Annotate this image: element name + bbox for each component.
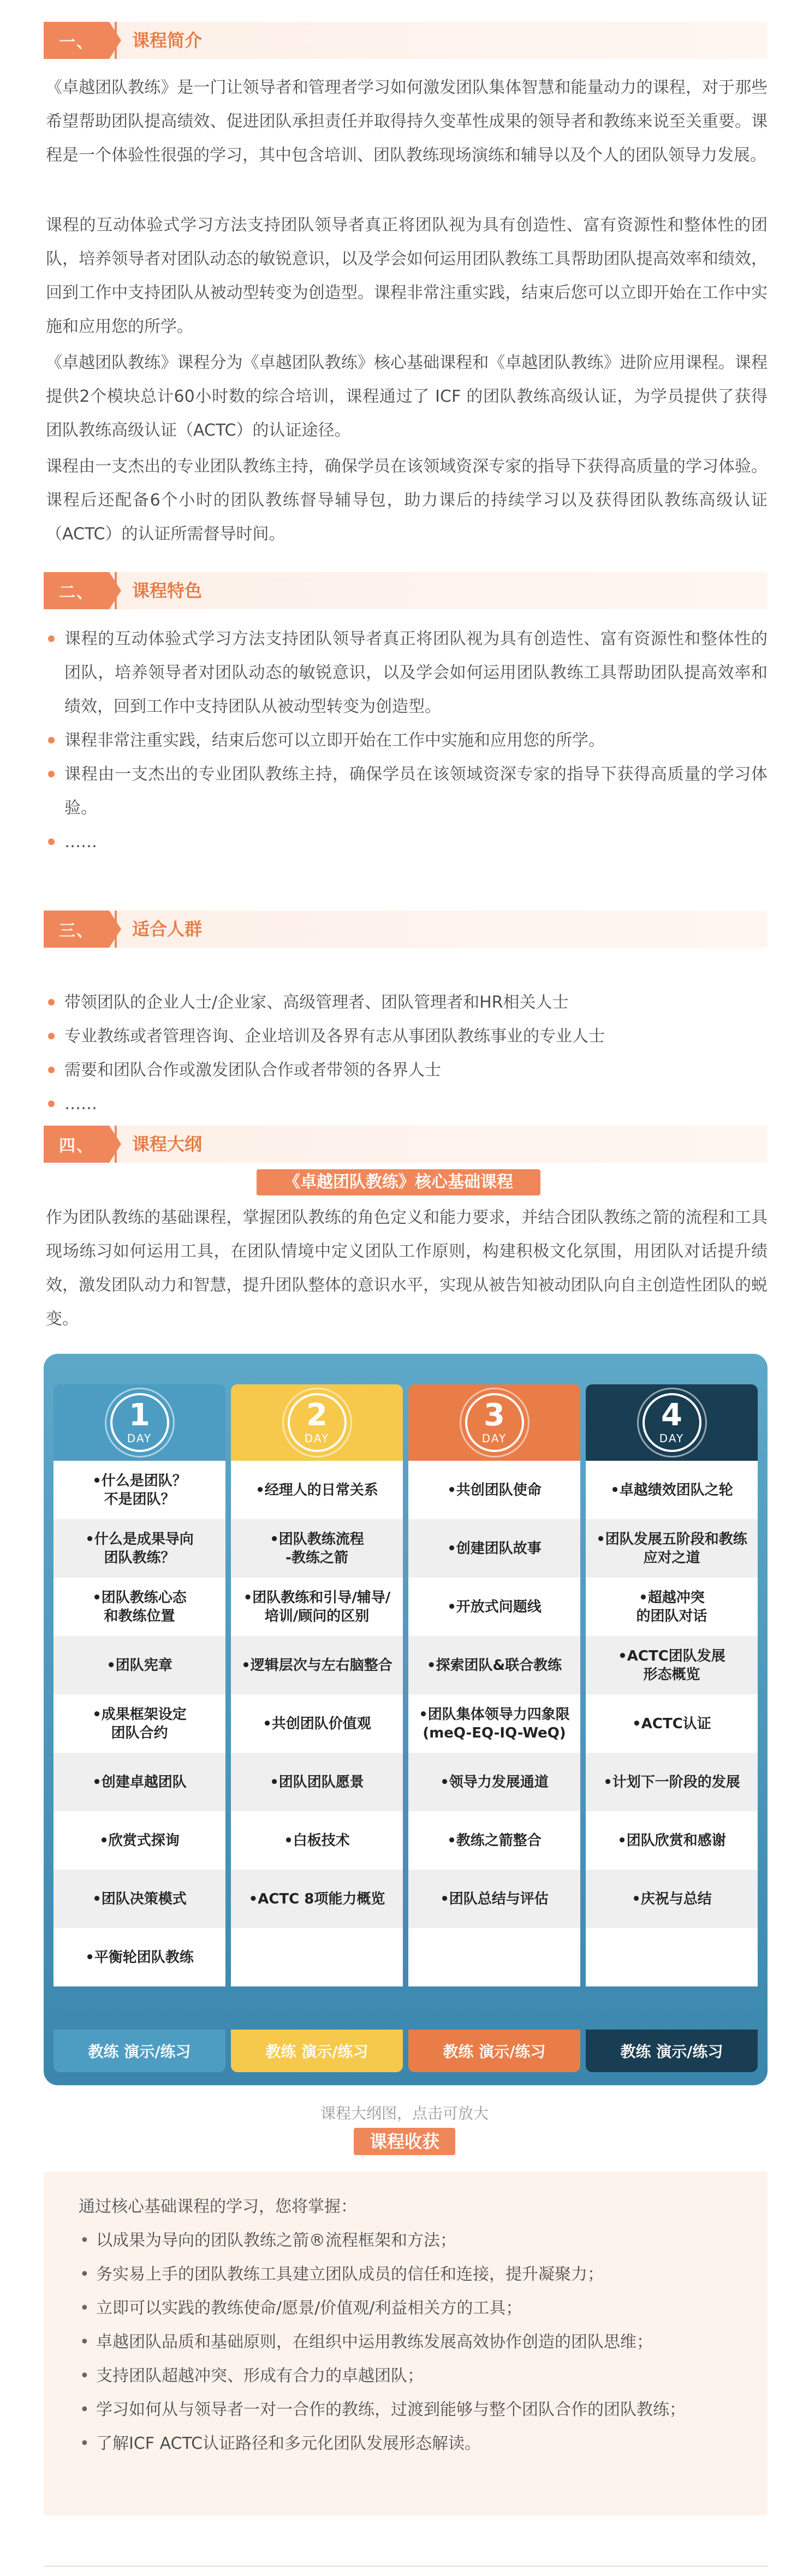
topic-cell: •白板技术: [231, 1811, 403, 1870]
topic-cell: •探索团队&联合教练: [408, 1636, 580, 1694]
section-number: 三、: [44, 911, 109, 948]
day-header: [231, 1384, 403, 1461]
topic-cell: •欣赏式探询: [53, 1811, 225, 1870]
topic-cell: [231, 1928, 403, 1986]
day-badge: [110, 1393, 169, 1452]
topic-cell: [586, 1928, 758, 1986]
day-column-1: [53, 1384, 225, 2072]
day-number: 4: [661, 1397, 682, 1433]
topic-cell: •团队教练心态 和教练位置: [53, 1578, 225, 1636]
topic-cell: •成果框架设定 团队合约: [53, 1694, 225, 1753]
syllabus-description: 作为团队教练的基础课程，掌握团队教练的角色定义和能力要求，并结合团队教练之箭的流程和工具现场练习如何运用工具，在团队情境中定义团队工作原则，构建积极文化氛围，用团队对话提升绩效，激发团队动力和智慧，提升团队整体的意识水平，实现从被告知被动团队向自主创造性团队的蜕变。: [46, 1208, 768, 1329]
day-footer: 教练 演示/练习: [586, 2030, 758, 2072]
section-header-syllabus: [44, 1126, 768, 1163]
topic-cell: •团队集体领导力四象限 (meQ-EQ-IQ-WeQ): [408, 1694, 580, 1753]
day-topics: [586, 1461, 758, 2030]
section-title: 课程特色: [115, 572, 202, 609]
topic-cell: •共创团队价值观: [231, 1694, 403, 1753]
syllabus-caption: 课程大纲图，点击可放大: [320, 2104, 489, 2122]
topic-cell: •团队欣赏和感谢: [586, 1811, 758, 1870]
list-item: 课程非常注重实践，结束后您可以立即开始在工作中实施和应用您的所学。: [46, 724, 768, 758]
section-title: 适合人群: [115, 911, 202, 948]
topic-cell: •什么是成果导向 团队教练？: [53, 1519, 225, 1578]
list-item: ……: [46, 825, 768, 859]
topic-cell: •计划下一阶段的发展: [586, 1753, 758, 1811]
section-header-intro: [44, 22, 768, 59]
day-column-3: [408, 1384, 580, 2072]
list-item: • 学习如何从与领导者一对一合作的教练，过渡到能够与整个团队合作的团队教练；: [79, 2393, 739, 2427]
intro-paragraph: 课程的互动体验式学习方法支持团队领导者真正将团队视为具有创造性、富有资源性和整体性的团队，培养领导者对团队动态的敏锐意识，以及学会如何运用团队教练工具帮助团队提高效率和绩效，回到工作中支持团队从被动型转变为创造型。课程非常注重实践，结束后您可以立即开始在工作中实施和应用您的所学。: [46, 216, 768, 336]
list-item: • 了解ICF ACTC认证路径和多元化团队发展形态解读。: [79, 2427, 739, 2461]
section-title: 课程大纲: [115, 1126, 202, 1163]
topic-cell: •开放式问题线: [408, 1578, 580, 1636]
list-item: 专业教练或者管理咨询、企业培训及各界有志从事团队教练事业的专业人士: [46, 1020, 768, 1054]
day-header: [53, 1384, 225, 1461]
topic-cell: •ACTC认证: [586, 1694, 758, 1753]
topic-cell: •ACTC团队发展 形态概览: [586, 1636, 758, 1694]
day-footer: 教练 演示/练习: [53, 2030, 225, 2072]
topic-cell: •创建团队故事: [408, 1519, 580, 1578]
topic-cell: •团队教练和引导/辅导/ 培训/顾问的区别: [231, 1578, 403, 1636]
day-label: DAY: [481, 1432, 507, 1445]
intro-paragraph: 课程由一支杰出的专业团队教练主持，确保学员在该领域资深专家的指导下获得高质量的学习体验。课程后还配备6个小时的团队教练督导辅导包，助力课后的持续学习以及获得团队教练高级认证（ACTC）的认证所需督导时间。: [46, 457, 768, 544]
topic-cell: •团队发展五阶段和教练 应对之道: [586, 1519, 758, 1578]
topic-cell: •团队总结与评估: [408, 1870, 580, 1928]
day-footer: 教练 演示/练习: [231, 2030, 403, 2072]
day-label: DAY: [304, 1432, 330, 1445]
topic-cell: •团队团队愿景: [231, 1753, 403, 1811]
features-list: [46, 622, 768, 859]
topic-cell: •团队宪章: [53, 1636, 225, 1694]
core-course-tag: 《卓越团队教练》核心基础课程: [257, 1169, 540, 1195]
day-header: [408, 1384, 580, 1461]
list-item: • 以成果为导向的团队教练之箭®流程框架和方法；: [79, 2224, 739, 2258]
topic-cell: •团队教练流程 -教练之箭: [231, 1519, 403, 1578]
divider: [44, 2566, 768, 2567]
harvest-intro: 通过核心基础课程的学习，您将掌握：: [79, 2197, 357, 2216]
day-badge: [465, 1393, 524, 1452]
list-item: 带领团队的企业人士/企业家、高级管理者、团队管理者和HR相关人士: [46, 986, 768, 1020]
harvest-tag: 课程收获: [354, 2128, 455, 2155]
section-header-audience: [44, 911, 768, 948]
day-column-4: [586, 1384, 758, 2072]
day-badge: [643, 1393, 701, 1452]
list-item: • 立即可以实践的教练使命/愿景/价值观/利益相关方的工具；: [79, 2292, 739, 2325]
audience-list: [46, 986, 768, 1121]
list-item: • 务实易上手的团队教练工具建立团队成员的信任和连接，提升凝聚力；: [79, 2258, 739, 2292]
topic-cell: •ACTC 8项能力概览: [231, 1870, 403, 1928]
list-item: • 卓越团队品质和基础原则，在组织中运用教练发展高效协作创造的团队思维；: [79, 2325, 739, 2359]
day-number: 2: [306, 1397, 328, 1433]
section-number: 四、: [44, 1126, 109, 1163]
section-header-features: [44, 572, 768, 609]
day-topics: [231, 1461, 403, 2030]
day-topics: [53, 1461, 225, 2030]
topic-cell: •领导力发展通道: [408, 1753, 580, 1811]
topic-cell: •庆祝与总结: [586, 1870, 758, 1928]
day-footer: 教练 演示/练习: [408, 2030, 580, 2072]
topic-cell: •经理人的日常关系: [231, 1461, 403, 1519]
list-item: • 支持团队超越冲突、形成有合力的卓越团队；: [79, 2359, 739, 2393]
day-number: 1: [129, 1397, 150, 1433]
topic-cell: •创建卓越团队: [53, 1753, 225, 1811]
day-topics: [408, 1461, 580, 2030]
list-item: 课程由一支杰出的专业团队教练主持，确保学员在该领域资深专家的指导下获得高质量的学习体验。: [46, 758, 768, 825]
day-badge: [288, 1393, 347, 1452]
section-title: 课程简介: [115, 22, 202, 59]
topic-cell: •共创团队使命: [408, 1461, 580, 1519]
harvest-list: [79, 2224, 739, 2461]
day-column-2: [231, 1384, 403, 2072]
day-number: 3: [484, 1397, 505, 1433]
topic-cell: •团队决策模式: [53, 1870, 225, 1928]
topic-cell: •卓越绩效团队之轮: [586, 1461, 758, 1519]
day-header: [586, 1384, 758, 1461]
intro-paragraph: 《卓越团队教练》课程分为《卓越团队教练》核心基础课程和《卓越团队教练》进阶应用课程。课程提供2个模块总计60小时数的综合培训，课程通过了 ICF 的团队教练高级认证，为学员提供了获得团队教练高级认证（ACTC）的认证途径。: [46, 353, 768, 440]
section-number: 二、: [44, 572, 109, 609]
list-item: 需要和团队合作或激发团队合作或者带领的各界人士: [46, 1054, 768, 1087]
topic-cell: [408, 1928, 580, 1986]
topic-cell: •逻辑层次与左右脑整合: [231, 1636, 403, 1694]
day-label: DAY: [127, 1432, 152, 1445]
list-item: ……: [46, 1087, 768, 1121]
syllabus-chart[interactable]: [44, 1354, 768, 2085]
section-number: 一、: [44, 22, 109, 59]
day-label: DAY: [659, 1432, 685, 1445]
topic-cell: •平衡轮团队教练: [53, 1928, 225, 1986]
list-item: 课程的互动体验式学习方法支持团队领导者真正将团队视为具有创造性、富有资源性和整体性的团队，培养领导者对团队动态的敏锐意识，以及学会如何运用团队教练工具帮助团队提高效率和绩效，回到工作中支持团队从被动型转变为创造型。: [46, 622, 768, 724]
topic-cell: •教练之箭整合: [408, 1811, 580, 1870]
topic-cell: •超越冲突 的团队对话: [586, 1578, 758, 1636]
intro-paragraph: 《卓越团队教练》是一门让领导者和管理者学习如何激发团队集体智慧和能量动力的课程，对于那些希望帮助团队提高绩效、促进团队承担责任并取得持久变革性成果的领导者和教练来说至关重要。课程是一个体验性很强的学习，其中包含培训、团队教练现场演练和辅导以及个人的团队领导力发展。: [46, 78, 768, 165]
topic-cell: •什么是团队？ 不是团队？: [53, 1461, 225, 1519]
